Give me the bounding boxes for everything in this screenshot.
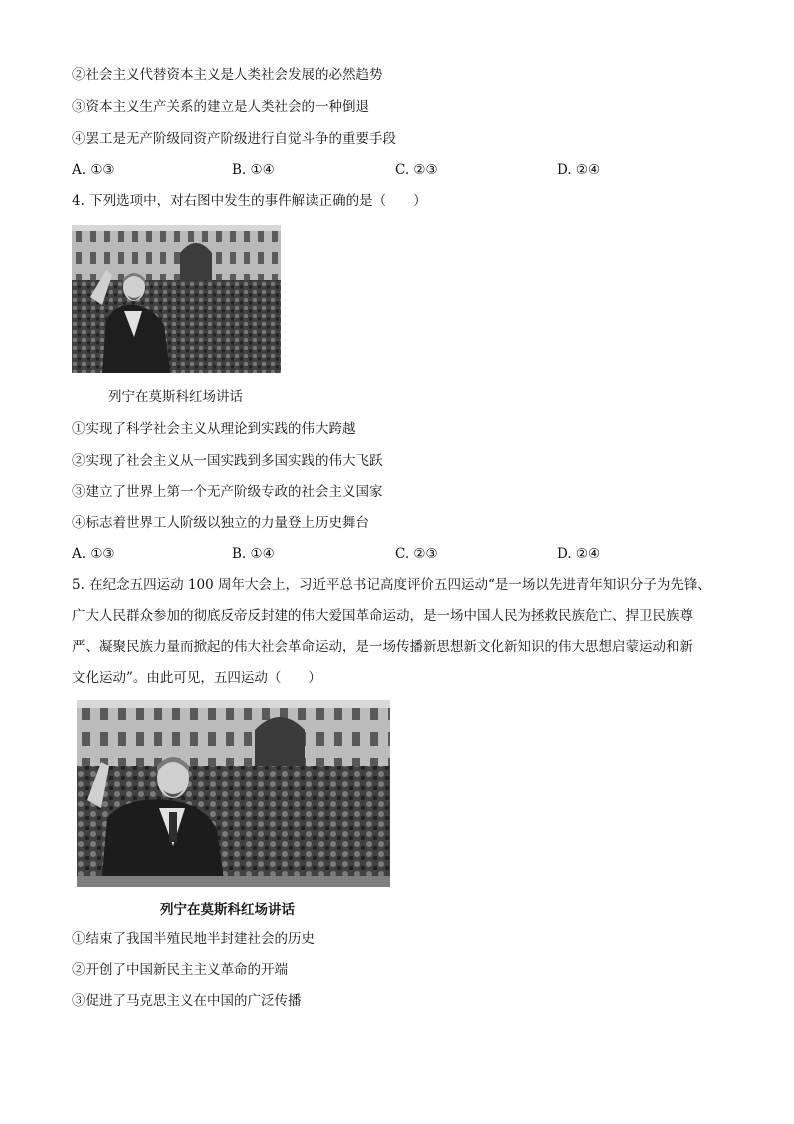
lenin-photo-small [72,225,281,373]
q3-option-2: ②社会主义代替资本主义是人类社会发展的必然趋势 [72,67,383,83]
q4-choice-c: C. ②③ [395,546,438,562]
q4-photo-caption: 列宁在莫斯科红场讲话 [108,389,243,405]
q4-choice-b: B. ①④ [232,546,275,562]
q4-option-4: ④标志着世界工人阶级以独立的力量登上历史舞台 [72,515,369,531]
q5-option-3: ③促进了马克思主义在中国的广泛传播 [72,993,302,1009]
q3-choice-d: D. ②④ [557,162,601,178]
q5-stem-line-4: 文化运动”。由此可见，五四运动（ ） [72,670,322,686]
q3-option-3: ③资本主义生产关系的建立是人类社会的一种倒退 [72,99,369,115]
q5-stem-line-3: 严、凝聚民族力量而掀起的伟大社会革命运动，是一场传播新思想新文化新知识的伟大思想启蒙运动和新 [72,639,693,655]
q3-choice-b: B. ①④ [232,162,275,178]
q3-choice-a: A. ①③ [72,162,115,178]
q4-option-2: ②实现了社会主义从一国实践到多国实践的伟大飞跃 [72,453,383,469]
q4-choice-a: A. ①③ [72,546,115,562]
q4-option-3: ③建立了世界上第一个无产阶级专政的社会主义国家 [72,484,383,500]
q3-option-4: ④罢工是无产阶级同资产阶级进行自觉斗争的重要手段 [72,131,396,147]
lenin-photo-large [77,700,390,887]
q5-stem-line-2: 广大人民群众参加的彻底反帝反封建的伟大爱国革命运动，是一场中国人民为拯救民族危亡、捍卫民族尊 [72,608,693,624]
q5-option-1: ①结束了我国半殖民地半封建社会的历史 [72,931,315,947]
q4-choice-d: D. ②④ [557,546,601,562]
q5-option-2: ②开创了中国新民主主义革命的开端 [72,962,288,978]
q5-photo-caption: 列宁在莫斯科红场讲话 [160,902,295,918]
q3-choice-c: C. ②③ [395,162,438,178]
q5-stem-line-1: 5. 在纪念五四运动 100 周年大会上，习近平总书记高度评价五四运动“是一场以先进青年知识分子为先锋、 [72,577,711,593]
q4-stem: 4. 下列选项中，对右图中发生的事件解读正确的是（ ） [72,193,427,209]
q4-option-1: ①实现了科学社会主义从理论到实践的伟大跨越 [72,421,356,437]
